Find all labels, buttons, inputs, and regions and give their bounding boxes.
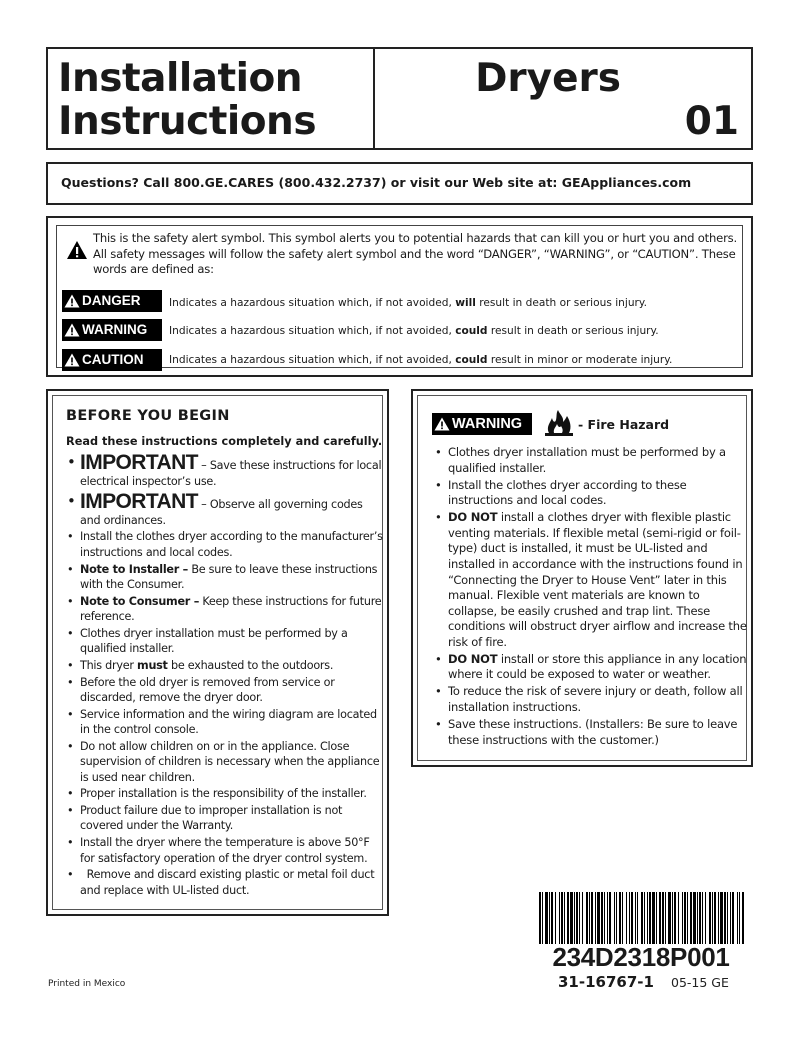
questions-box — [46, 162, 753, 205]
list-item: • Do not allow children on or in the appliance. Close supervision of children is necessary when the appliance is used near children. — [66, 739, 384, 785]
danger-definition: Indicates a hazardous situation which, if not avoided, will result in death or serious injury. — [169, 297, 648, 309]
barcode — [538, 892, 744, 944]
printed-in: Printed in Mexico — [48, 979, 126, 989]
read-instructions: Read these instructions completely and carefully. — [66, 435, 383, 448]
warning-label: WARNING — [62, 319, 162, 341]
list-item: • Note to Installer – Be sure to leave these instructions with the Consumer. — [66, 562, 384, 593]
title-line-1: Installation — [58, 56, 303, 101]
document-number: 01 — [684, 99, 739, 144]
list-item: • IMPORTANT – Save these instructions for local electrical inspector’s use. — [66, 452, 384, 489]
list-item: • DO NOT install or store this appliance in any location where it could be exposed to water or weather. — [434, 652, 747, 683]
list-item: • Clothes dryer installation must be performed by a qualified installer. — [434, 445, 747, 476]
fire-hazard-warning-box — [411, 389, 753, 767]
fire-warning-label: WARNING — [432, 413, 532, 435]
caution-definition: Indicates a hazardous situation which, if not avoided, could result in minor or moderate injury. — [169, 354, 673, 366]
product-name: Dryers — [475, 56, 621, 101]
safety-intro: This is the safety alert symbol. This symbol alerts you to potential hazards that can kill you or hurt you and others. All safety messages will follow the safety alert symbol and the word “DANGER”, “WARNING”, or “CAUTION”. These words are defined as: — [93, 231, 737, 276]
warning-alert-icon — [64, 323, 80, 337]
caution-label: CAUTION — [62, 349, 162, 371]
safety-definitions-box — [46, 216, 753, 377]
list-item: • Before the old dryer is removed from service or discarded, remove the dryer door. — [66, 675, 384, 706]
fire-list — [434, 445, 747, 750]
caution-alert-icon — [64, 353, 80, 367]
list-item: • Product failure due to improper installation is not covered under the Warranty. — [66, 803, 384, 834]
title-line-2: Instructions — [58, 99, 317, 144]
list-item: • DO NOT install a clothes dryer with flexible plastic venting materials. If flexible metal (semi-rigid or foil-type) duct is installed, it must be UL-listed and installed in accordance with the instructions found in “Connecting the Dryer to House Vent” later in this manual. Flexible vent materials are known to collapse, be easily crushed and trap lint. These conditions will obstruct dryer airflow and increase the risk of fire. — [434, 510, 747, 650]
before-you-begin-box — [46, 389, 389, 916]
fire-hazard-icon — [543, 409, 575, 437]
safety-alert-icon — [66, 240, 88, 260]
list-item: • Clothes dryer installation must be performed by a qualified installer. — [66, 626, 384, 657]
list-item: • Remove and discard existing plastic or metal foil duct and replace with UL-listed duct. — [66, 867, 384, 898]
before-heading: BEFORE YOU BEGIN — [66, 408, 230, 424]
warning-alert-icon — [434, 417, 450, 431]
list-item: • This dryer must be exhausted to the outdoors. — [66, 658, 384, 673]
document-title — [58, 57, 368, 143]
list-item: • To reduce the risk of severe injury or death, follow all installation instructions. — [434, 684, 747, 715]
list-item: • Note to Consumer – Keep these instructions for future reference. — [66, 594, 384, 625]
danger-label: DANGER — [62, 290, 162, 312]
list-item: • Install the clothes dryer according to these instructions and local codes. — [434, 478, 747, 509]
list-item: • IMPORTANT – Observe all governing codes and ordinances. — [66, 491, 384, 528]
publication-date: 05-15 GE — [671, 975, 729, 990]
list-item: • Save these instructions. (Installers: Be sure to leave these instructions with the customer.) — [434, 717, 747, 748]
list-item: • Install the clothes dryer according to the manufacturer’s instructions and local codes. — [66, 529, 384, 560]
before-list — [66, 452, 384, 899]
document-header — [46, 47, 753, 150]
warning-definition: Indicates a hazardous situation which, if not avoided, could result in death or serious injury. — [169, 325, 659, 337]
list-item: • Install the dryer where the temperature is above 50°F for satisfactory operation of the dryer control system. — [66, 835, 384, 866]
questions-text: Questions? Call 800.GE.CARES (800.432.2737) or visit our Web site at: GEAppliances.com — [61, 175, 692, 190]
fire-hazard-title: - Fire Hazard — [578, 417, 670, 432]
list-item: • Proper installation is the responsibility of the installer. — [66, 786, 384, 801]
list-item: • Service information and the wiring diagram are located in the control console. — [66, 707, 384, 738]
part-code: 234D2318P001 — [552, 942, 730, 972]
danger-alert-icon — [64, 294, 80, 308]
publication-number: 31-16767-1 — [558, 973, 654, 991]
